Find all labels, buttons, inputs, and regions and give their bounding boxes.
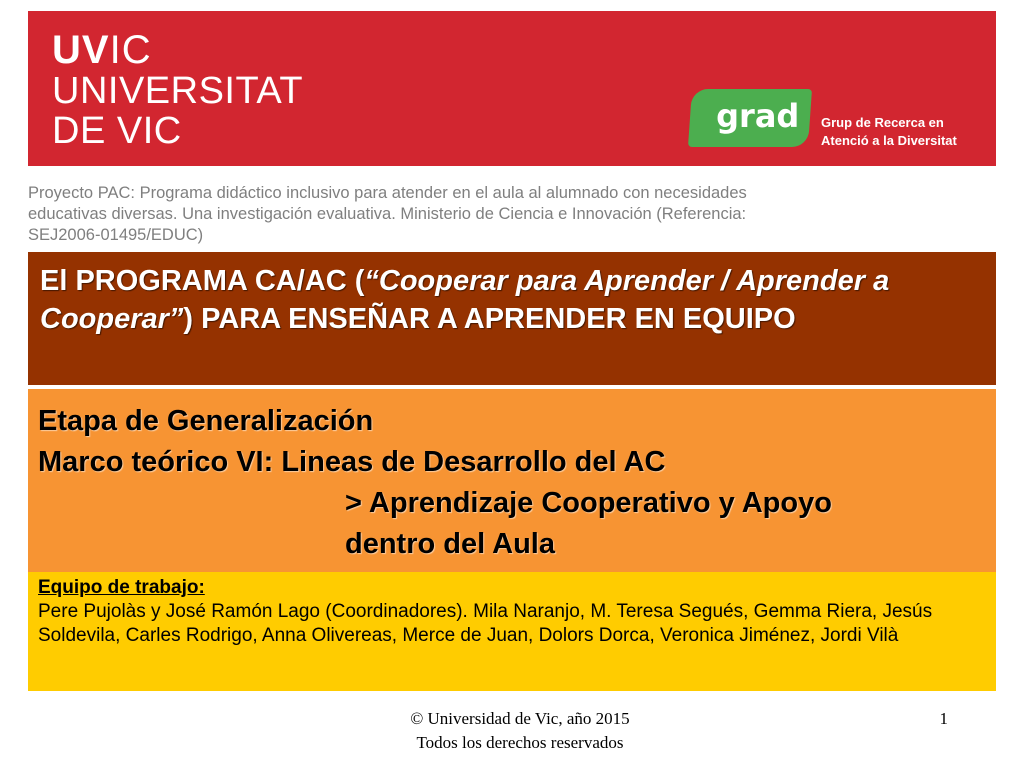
team-box [28,572,996,691]
logo-text-de-vic: DE VIC [52,110,182,152]
grad-logo-text: grad [716,97,800,135]
rights-text: Todos los derechos reservados [416,733,624,752]
team-members: Pere Pujolàs y José Ramón Lago (Coordinadores). Mila Naranjo, M. Teresa Segués, Gemma Riera, Jesús Soldevila, Carles Rodrigo, Anna Olivereas, Merce de Juan, Dolors Dorca, Veronica Jiménez, Jordi Vilà [38,601,933,646]
header-banner [28,11,996,166]
logo-text-universitat: UNIVERSITAT [52,70,304,112]
stage-topic-line1: > Aprendizaje Cooperativo y Apoyo [345,487,832,519]
title-italic: “Cooperar para Aprender / Aprender a Cooperar” [40,265,890,335]
title-prefix: El PROGRAMA CA/AC ( [40,265,365,297]
stage-topic-line2: dentro del Aula [345,528,555,560]
page-number: 1 [939,709,948,728]
uvic-logo [52,29,303,151]
project-line-2: educativas diversas. Una investigación evaluativa. Ministerio de Ciencia e Innovación (Referencia: [28,205,747,223]
grad-caption-line2: Atenció a la Diversitat [821,133,957,148]
title-box [28,252,996,385]
stage-heading: Etapa de Generalización [38,405,374,437]
logo-text-uv: UV [52,28,110,72]
page-title [40,262,990,338]
logo-text-ic: IC [109,28,152,72]
team-heading: Equipo de trabajo: [38,577,205,598]
project-line-3: SEJ2006-01495/EDUC) [28,226,204,244]
team-section [38,576,990,648]
project-line-1: Proyecto PAC: Programa didáctico inclusivo para atender en el aula al alumnado con necesidades [28,184,747,202]
stage-framework: Marco teórico VI: Lineas de Desarrollo del AC [38,446,666,478]
stage-box [28,389,996,572]
grad-caption [821,114,957,150]
copyright-text: © Universidad de Vic, año 2015 [410,709,630,728]
grad-caption-line1: Grup de Recerca en [821,115,944,130]
project-description [28,183,968,246]
title-suffix: ) PARA ENSEÑAR A APRENDER EN EQUIPO [183,303,796,335]
footer-copyright [320,707,720,755]
grad-logo-badge [688,89,812,147]
